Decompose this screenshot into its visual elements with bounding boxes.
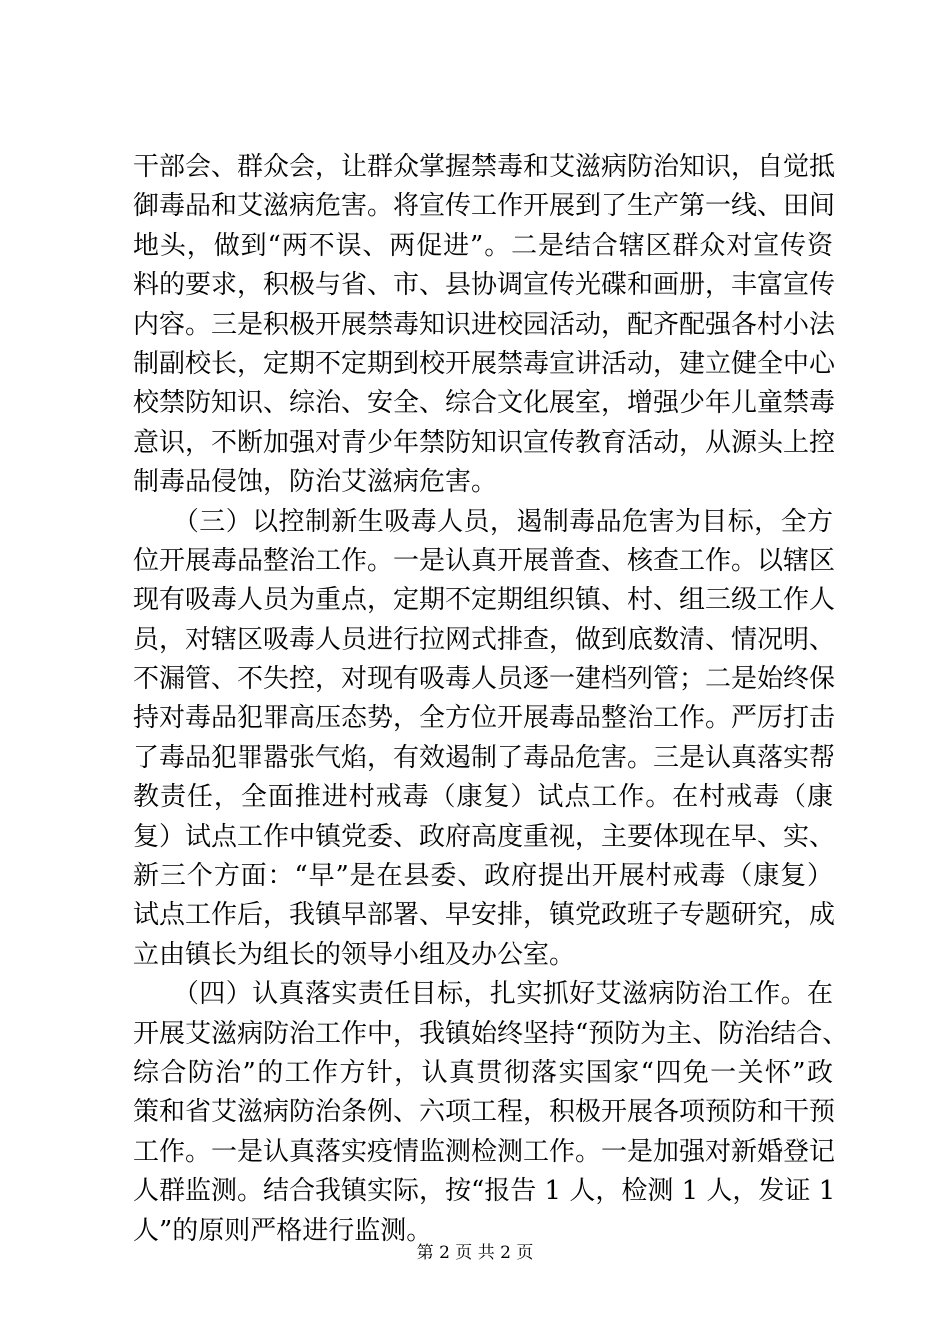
text-line: 工作。一是认真落实疫情监测检测工作。一是加强对新婚登记 — [133, 1136, 836, 1167]
page-number-footer: 第 2 页 共 2 页 — [416, 1243, 534, 1263]
text-line: （四）认真落实责任目标，扎实抓好艾滋病防治工作。在 — [133, 979, 833, 1010]
text-line: 御毒品和艾滋病危害。将宣传工作开展到了生产第一线、田间 — [133, 191, 836, 222]
text-line: 试点工作后，我镇早部署、早安排，镇党政班子专题研究，成 — [133, 900, 836, 931]
text-line: 持对毒品犯罪高压态势，全方位开展毒品整治工作。严厉打击 — [133, 703, 836, 734]
text-line: 现有吸毒人员为重点，定期不定期组织镇、村、组三级工作人 — [133, 585, 836, 616]
text-line: 地头，做到“两不误、两促进”。二是结合辖区群众对宣传资 — [133, 230, 833, 261]
text-line: 内容。三是积极开展禁毒知识进校园活动，配齐配强各村小法 — [133, 309, 836, 340]
text-line: 立由镇长为组长的领导小组及办公室。 — [133, 939, 576, 970]
body-text — [133, 148, 849, 1251]
text-line: 策和省艾滋病防治条例、六项工程，积极开展各项预防和干预 — [133, 1097, 836, 1128]
text-line: 制毒品侵蚀，防治艾滋病危害。 — [133, 467, 498, 498]
text-line: 人群监测。结合我镇实际，按“报告 1 人，检测 1 人，发证 1 — [133, 1176, 836, 1207]
text-line: 料的要求，积极与省、市、县协调宣传光碟和画册，丰富宣传 — [133, 270, 836, 301]
text-line: 开展艾滋病防治工作中，我镇始终坚持“预防为主、防治结合、 — [133, 1018, 849, 1049]
text-line: 教责任，全面推进村戒毒（康复）试点工作。在村戒毒（康 — [133, 782, 833, 813]
text-line: 不漏管、不失控，对现有吸毒人员逐一建档列管；二是始终保 — [133, 664, 836, 695]
text-line: 复）试点工作中镇党委、政府高度重视，主要体现在早、实、 — [133, 821, 836, 852]
text-line: 新三个方面：“早”是在县委、政府提出开展村戒毒（康复） — [133, 861, 833, 892]
text-line: 制副校长，定期不定期到校开展禁毒宣讲活动，建立健全中心 — [133, 348, 836, 379]
text-line: 综合防治”的工作方针，认真贯彻落实国家“四免一关怀”政 — [133, 1057, 833, 1088]
text-line: （三）以控制新生吸毒人员，遏制毒品危害为目标，全方 — [133, 506, 833, 537]
text-line: 人”的原则严格进行监测。 — [133, 1215, 433, 1246]
text-line: 校禁防知识、综治、安全、综合文化展室，增强少年儿童禁毒 — [133, 388, 836, 419]
text-line: 员，对辖区吸毒人员进行拉网式排查，做到底数清、情况明、 — [133, 624, 836, 655]
text-line: 位开展毒品整治工作。一是认真开展普查、核查工作。以辖区 — [133, 545, 836, 576]
text-line: 意识，不断加强对青少年禁防知识宣传教育活动，从源头上控 — [133, 427, 836, 458]
text-line: 了毒品犯罪嚣张气焰，有效遏制了毒品危害。三是认真落实帮 — [133, 742, 836, 773]
text-line: 干部会、群众会，让群众掌握禁毒和艾滋病防治知识，自觉抵 — [133, 152, 836, 182]
